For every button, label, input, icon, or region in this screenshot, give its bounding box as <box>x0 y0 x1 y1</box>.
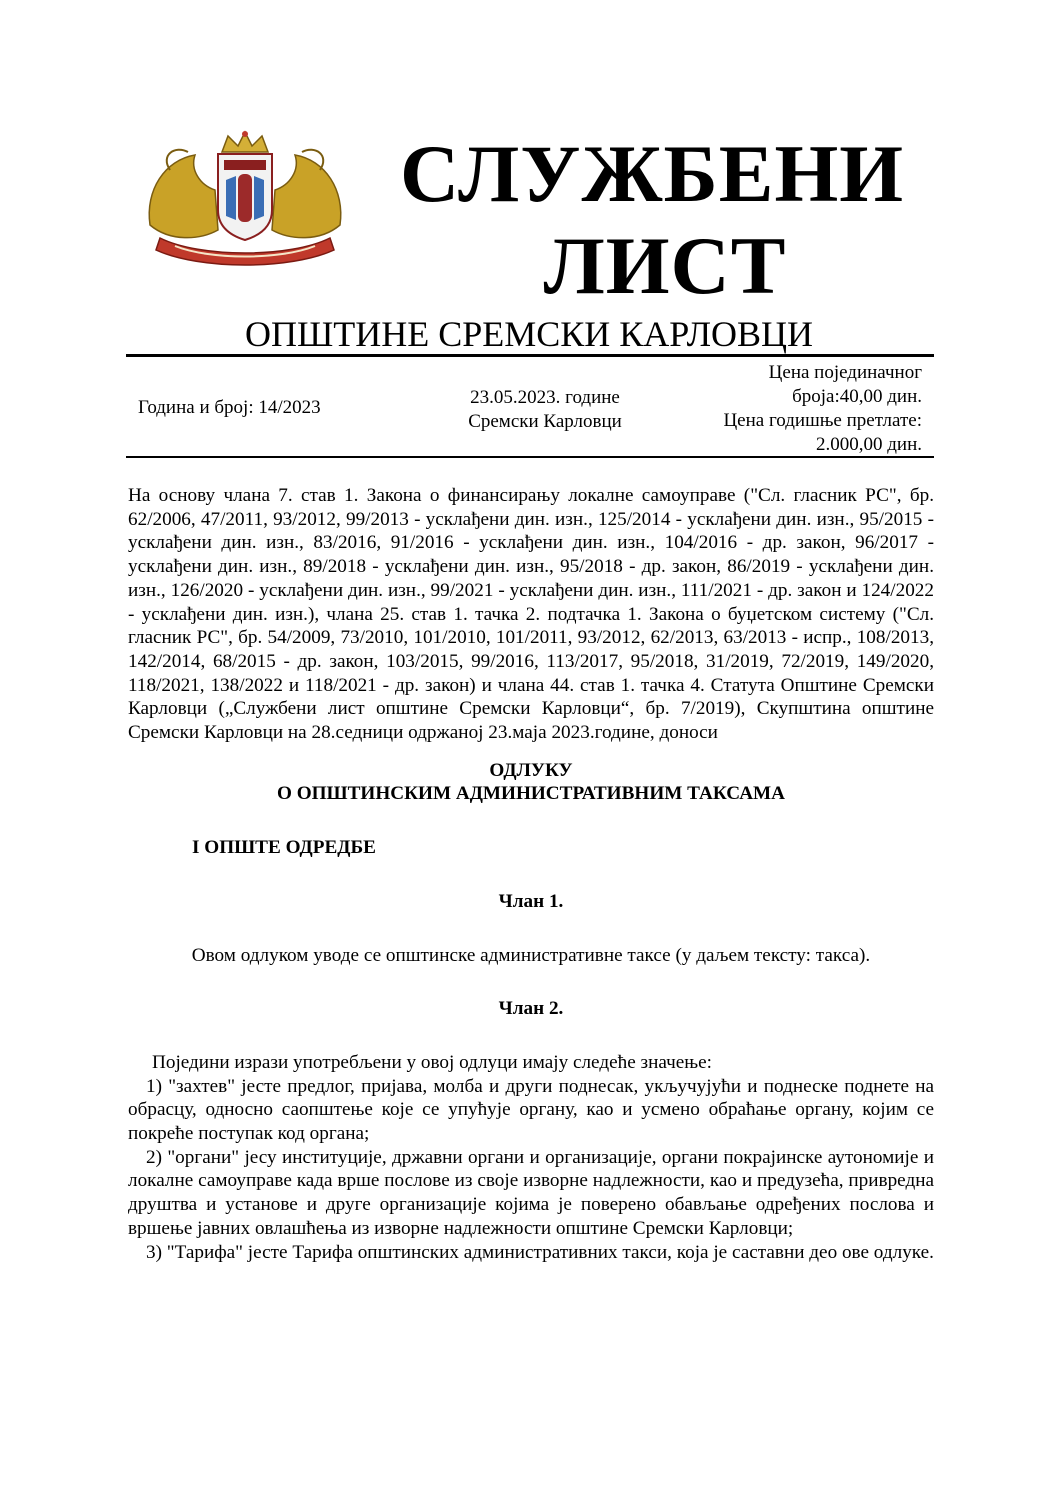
header-rule-top <box>126 354 934 357</box>
header-rule-bottom <box>126 456 934 458</box>
issue-date: 23.05.2023. године <box>470 387 620 408</box>
masthead-title-line2: ЛИСТ <box>543 220 787 311</box>
section-heading: I ОПШТЕ ОДРЕДБЕ <box>192 837 376 859</box>
issue-date-place <box>440 386 650 434</box>
article-1-heading: Члан 1. <box>498 890 564 912</box>
issue-prices <box>690 361 922 457</box>
masthead-title <box>400 128 905 312</box>
issue-year-number: Година и број: 14/2023 <box>138 397 321 418</box>
preamble: На основу члана 7. став 1. Закона о финансирању локалне самоуправе ("Сл. гласник РС", бр. 62/2006, 47/2011, 93/2012, 99/2013 - усклађени дин. изн., 125/2014 - усклађени дин. изн., 95/2015 - усклађени дин. изн., 83/2016, 91/2016 - усклађени дин. изн., 104/2016 - др. закон, 96/2017 - усклађени дин. изн., 89/2018 - усклађени дин. изн., 95/2018 - др. закон, 86/2019 - усклађени дин. изн., 126/2020 - усклађени дин. изн., 99/2021 - усклађени дин. изн., 111/2021 - др. закон и 124/2022 - усклађени дин. изн.), члана 25. став 1. тачка 2. подтачка 1. Закона о буџетском систему ("Сл. гласник РС", бр. 54/2009, 73/2010, 101/2010, 101/2011, 93/2012, 62/2013, 63/2013 - испр., 108/2013, 142/2014, 68/2015 - др. закон, 103/2015, 99/2016, 113/2017, 95/2018, 31/2019, 72/2019, 149/2020, 118/2021, 138/2022 и 118/2021 - др. закон) и члана 44. став 1. тачка 4. Статута Општине Сремски Карловци („Службени лист општине Сремски Карловци“, бр. 7/2019), Скупштина општине Сремски Карловци на 28.седници одржаној 23.маја 2023.године, доноси <box>128 485 934 744</box>
article-1-text: Овом одлуком уводе се општинске административне таксе (у даљем тексту: такса). <box>191 944 871 966</box>
issue-place: Сремски Карловци <box>468 411 622 432</box>
price-annual-value: 2.000,00 дин. <box>815 434 922 455</box>
price-single-label: Цена појединачног <box>768 362 922 383</box>
masthead-subtitle: ОПШТИНЕ СРЕМСКИ КАРЛОВЦИ <box>244 314 814 354</box>
decision-title-line2: О ОПШТИНСКИМ АДМИНИСТРАТИВНИМ ТАКСАМА <box>276 783 786 805</box>
article-2-item: 3) "Тарифа" јесте Тарифа општинских административних такси, која је саставни део ове одлуке. <box>146 1241 934 1263</box>
masthead-title-line1: СЛУЖБЕНИ <box>400 128 905 219</box>
decision-title <box>128 759 934 806</box>
article-2-item: 1) "захтев" јесте предлог, пријава, молба и други поднесак, укључујући и поднеске поднете на обрасцу, односно саопштење које се упућује органу, као и усмено обраћање органу, којим се покреће поступак код органа; <box>128 1075 934 1145</box>
price-annual-label: Цена годишње претлате: <box>723 410 922 431</box>
article-2-intro: Поједини изрази употребљени у овој одлуци имају следеће значење: <box>152 1051 712 1073</box>
article-2-item: 2) "органи" јесу институције, државни органи и организације, органи покрајинске аутономије и локалне самоуправе када врше послове из своје изворне надлежности, као и предузећа, привредна друштва и установе и друге организације којима је поверено обављање одређених послова и вршење јавних овлашћења из изворне надлежности општине Сремски Карловци; <box>128 1146 934 1239</box>
article-2-heading: Члан 2. <box>498 998 564 1020</box>
document-body <box>128 484 934 1264</box>
price-single-value: броја:40,00 дин. <box>792 386 922 407</box>
decision-title-line1: ОДЛУКУ <box>489 759 573 781</box>
coat-of-arms-icon <box>140 130 350 270</box>
